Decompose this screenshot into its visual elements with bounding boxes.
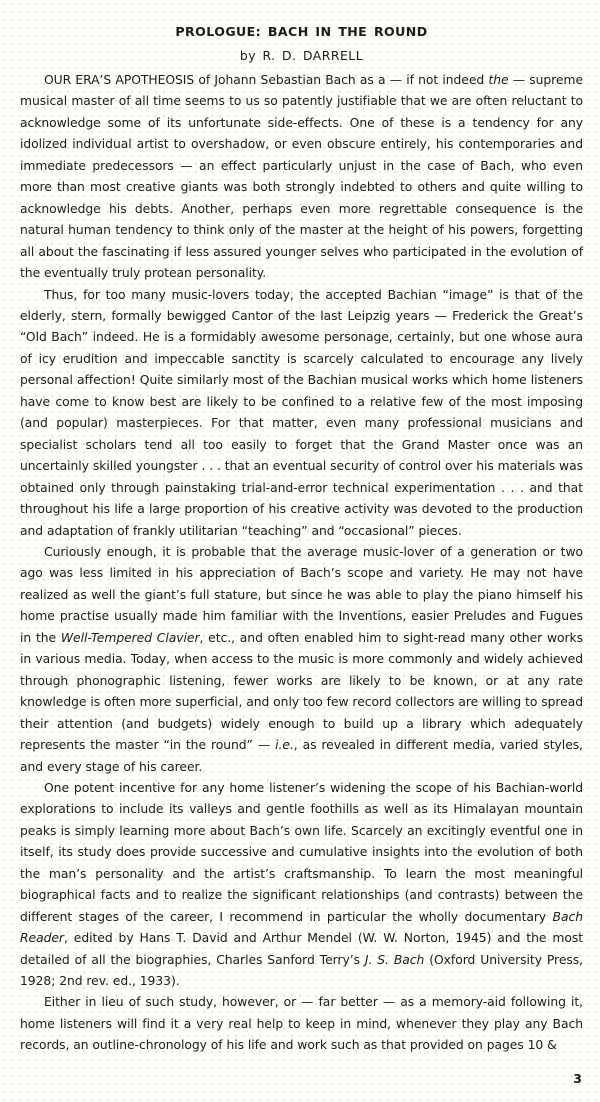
text-run: , etc., and often enabled him to sight-read many other works in various media. Today, when access to the music is more commonly and widely achieved through phonographic listening, fewer works are likely to be known, or at any rate knowledge is often more superficial, and only too few record collectors are willing to spread their attention (and budgets) widely enough to build up a library which adequately represents the master “in the round” — xyxy=(20,630,584,753)
article-byline: by R. D. DARRELL xyxy=(239,48,364,63)
italic-text-run: J. S. Bach xyxy=(364,952,425,967)
article-body xyxy=(20,70,583,1057)
paragraph-5 xyxy=(20,992,583,1056)
italic-text-run: Well-Tempered Clavier xyxy=(60,630,200,645)
text-run: Thus, for too many music-lovers today, the accepted Bachian “image” is that of the elderly, stern, formally bewigged Cantor of the last Leipzig years — Frederick the Great’s “Old Bach” indeed. He is a formidably awesome personage, certainly, but one whose aura of icy erudition and impeccable sanctity is scarcely calculated to encourage any lively personal affection! Quite similarly most of the Bachian musical works which home listeners have come to know best are likely to be confined to a relative few of the most imposing (and popular) masterpieces. For that matter, even many professional musicians and specialist scholars tend all too easily to forget that the Grand Master once was an uncertainly skilled youngster . . . that an eventual security of control over his materials was obtained only through painstaking trial-and-error technical experimentation . . . and that throughout his life a large proportion of his creative activity was devoted to the production and adaptation of frankly utilitarian “teaching” and “occasional” pieces. xyxy=(20,287,583,538)
italic-text-run: the xyxy=(488,73,509,87)
text-run: Either in lieu of such study, however, or — far better — as a memory-aid following it, home listeners will find it a very real help to keep in mind, whenever they play any Bach records, an outline-chronology of his life and work such as that provided on pages 10 & xyxy=(20,995,583,1053)
paragraph-4 xyxy=(20,778,583,993)
italic-text-run: Bach Reader xyxy=(20,909,583,946)
text-run: — supreme musical master of all time seems to us so patently justifiable that we are often reluctant to acknowledge some of its unfortunate side-effects. One of these is a tendency for any idolized individual artist to overshadow, or even obscure entirely, his contemporaries and immediate predecessors — an effect particularly unjust in the case of Bach, who even more than most creative giants was both strongly indebted to others and quite willing to acknowledge his debts. Another, perhaps even more regrettable consequence is the natural human tendency to think only of the master at the height of his powers, forgetting all about the fascinating if less assured younger selves who participated in the evolution of the eventually truly protean personality. xyxy=(20,73,583,281)
paragraph-2 xyxy=(20,285,583,542)
text-run: Curiously enough, it is probable that the average music-lover of a generation or two ago was less limited in his appreciation of Bach’s scope and variety. He may not have realized as well the giant’s full stature, but since he was able to play the piano himself his home practise usually made him familiar with the Inventions, easier Preludes and Fugues in the xyxy=(20,544,583,645)
page-number: 3 xyxy=(573,1070,582,1086)
article-title: PROLOGUE: BACH IN THE ROUND xyxy=(175,24,428,39)
text-run: , as revealed in different media, varied styles, and every stage of his career. xyxy=(20,738,583,774)
italic-text-run: i.e. xyxy=(275,738,294,753)
text-run: OUR ERA’S APOTHEOSIS of Johann Sebastian Bach as a — if not indeed xyxy=(44,73,489,87)
paragraph-1 xyxy=(20,70,583,285)
text-run: One potent incentive for any home listener’s widening the scope of his Bachian-world explorations to include its valleys and gentle foothills as well as its Himalayan mountain peaks is simply learning more about Bach’s own life. Scarcely an excitingly eventful one in itself, its study does provide successive and cumulative insights into the evolution of both the man’s personality and the artist’s craftsmanship. To learn the most meaningful biographical facts and to realize the significant relationships (and contrasts) between the different stages of the career, I recommend in particular the wholly documentary xyxy=(20,780,583,924)
paragraph-3 xyxy=(20,542,583,778)
text-run: , edited by Hans T. David and Arthur Mendel (W. W. Norton, 1945) and the most detailed of all the biographies, Charles Sanford Terry’s xyxy=(20,931,583,967)
document-page xyxy=(20,0,583,1057)
text-run: (Oxford University Press, 1928; 2nd rev. ed., 1933). xyxy=(20,952,583,989)
